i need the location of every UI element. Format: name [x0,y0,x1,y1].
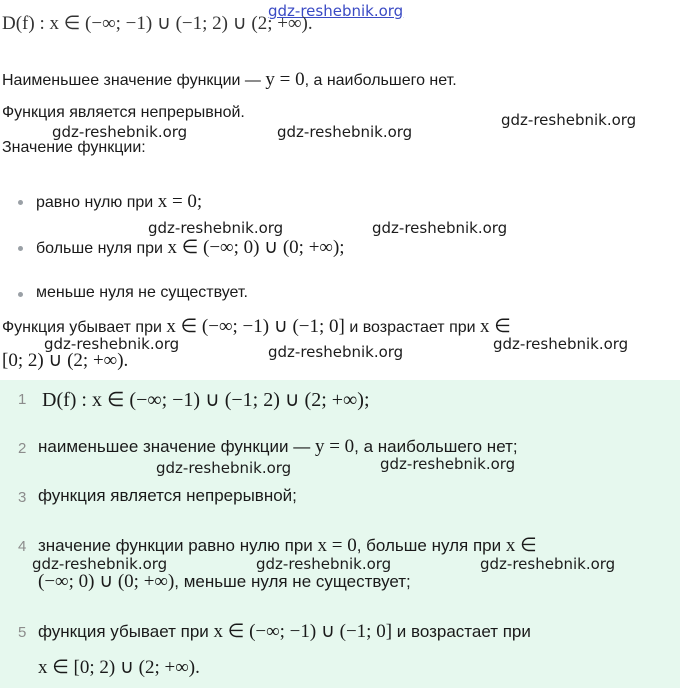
watermark: gdz-reshebnik.org [493,335,629,353]
continuous-paragraph: Функция является непрерывной. [2,104,245,121]
bullet-dot [18,246,23,251]
answer-number: 4 [18,538,27,555]
watermark: gdz-reshebnik.org [277,123,413,141]
answer-2-math: y = 0 [314,436,355,457]
answer-5-text: функция убывает при [38,622,214,641]
watermark: gdz-reshebnik.org [501,111,637,129]
watermark: gdz-reshebnik.org [52,123,188,141]
watermark: gdz-reshebnik.org [268,343,404,361]
bullet-dot [18,200,23,205]
bullet-positive-math: x ∈ (−∞; 0) ∪ (0; +∞); [167,237,345,258]
bullet-positive [36,236,345,259]
answer-4-math2: x ∈ [505,535,537,556]
answer-5-math: x ∈ (−∞; −1) ∪ (−1; 0] [213,621,393,642]
bullet-positive-text: больше нуля при [36,240,168,257]
answer-4-l2-tail: , меньше нуля не существует; [174,572,411,591]
monotonic-line-2: [0; 2) ∪ (2; +∞). [2,350,129,371]
answer-4-tail: , больше нуля при [356,536,506,555]
min-text: Наименьшее значение функции — [2,72,266,89]
answer-number: 3 [18,489,27,506]
watermark: gdz-reshebnik.org [480,555,616,573]
min-tail: , а наибольшего нет. [304,72,457,89]
monotonic-text: Функция убывает при [2,319,167,336]
answer-4-math: x = 0 [317,535,357,556]
answer-5-line-2: x ∈ [0; 2) ∪ (2; +∞). [38,657,200,678]
values-label: Значение функции: [2,139,146,156]
answer-4-line-2 [38,570,411,593]
answer-number: 1 [18,391,27,408]
answer-number: 5 [18,624,27,641]
watermark: gdz-reshebnik.org [156,459,292,477]
answer-3: функция является непрерывной; [38,486,297,505]
answer-5-line-1 [38,620,531,643]
monotonic-text2: и возрастает при [344,319,481,336]
watermark: gdz-reshebnik.org [380,455,516,473]
answer-number: 2 [18,440,27,457]
bullet-negative: меньше нуля не существует. [36,284,248,301]
bullet-zero [36,191,202,213]
bullet-dot [18,292,23,297]
watermark: gdz-reshebnik.org [148,219,284,237]
answer-4-l2-math: (−∞; 0) ∪ (0; +∞) [38,571,175,592]
answer-2-text: наименьшее значение функции — [38,437,315,456]
monotonic-math: x ∈ (−∞; −1) ∪ (−1; 0] [166,316,345,337]
watermark: gdz-reshebnik.org [372,219,508,237]
min-math: y = 0 [265,69,305,90]
bullet-zero-math: x = 0; [157,191,203,212]
watermark-top[interactable]: gdz-reshebnik.org [268,2,404,20]
watermark: gdz-reshebnik.org [32,555,168,573]
domain-line-top: D(f) : x ∈ (−∞; −1) ∪ (−1; 2) ∪ (2; +∞). [2,13,313,34]
bullet-zero-text: равно нулю при [36,194,158,211]
watermark: gdz-reshebnik.org [256,555,392,573]
answer-1-math: D(f) : x ∈ (−∞; −1) ∪ (−1; 2) ∪ (2; +∞); [42,389,370,411]
answer-4-text: значение функции равно нулю при [38,536,318,555]
min-max-paragraph [2,69,457,91]
watermark: gdz-reshebnik.org [44,335,180,353]
monotonic-math2: x ∈ [480,316,511,337]
answer-2-tail: , а наибольшего нет; [354,437,518,456]
answer-5-tail: и возрастает при [392,622,531,641]
answer-4-line-1 [38,534,537,557]
